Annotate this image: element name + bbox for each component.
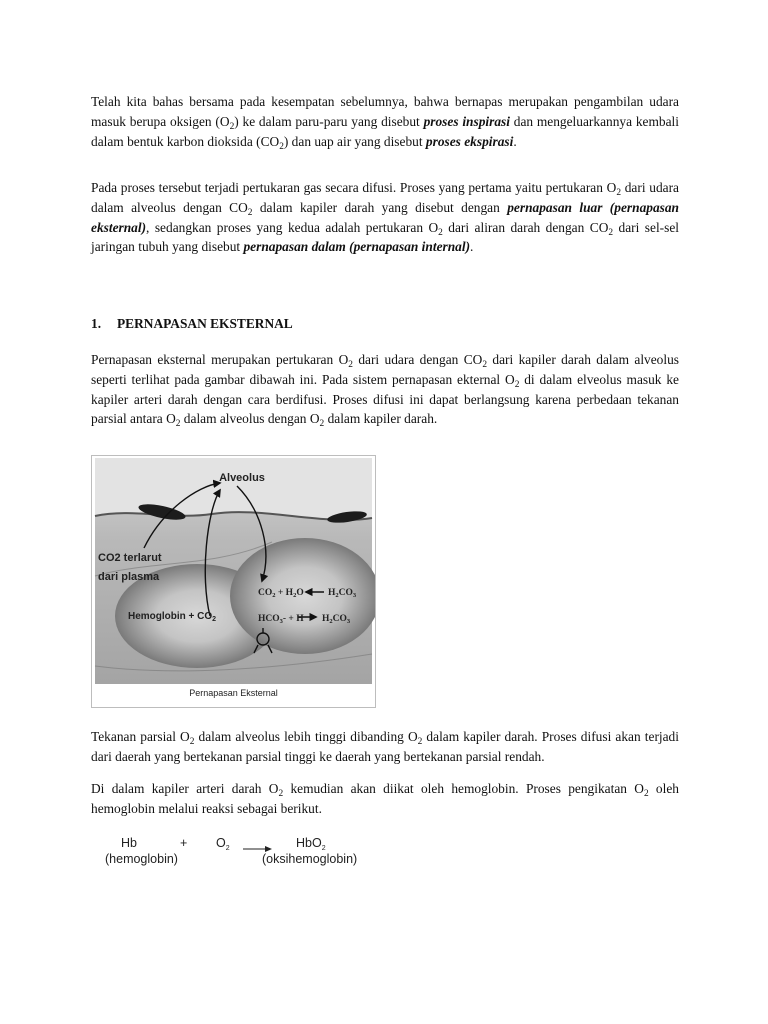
section-heading [91,316,293,332]
text: . [513,133,517,149]
subscript: 2 [417,737,423,747]
label-alveolus: Alveolus [219,472,265,484]
text: dalam kapiler darah. [324,411,438,427]
text: oleh hemoglobin melalui reaksi sebagai berikut. [91,781,679,816]
figure-external-respiration [91,455,376,708]
paragraph-gas-exchange [91,178,679,257]
equation-carbonic-acid [258,588,304,599]
subscript: 2 [189,737,195,747]
subscript: 2 [247,207,253,218]
text: dari kapiler darah dalam alveolus seperti terlihat pada gambar dibawah ini. Pada sistem pernapasan ekternal O [91,352,680,387]
paragraph-intro [91,92,679,151]
subscript: 2 [482,360,488,370]
label-from-plasma: dari plasma [98,571,160,583]
plus-sign: + [180,836,188,850]
label-co2-dissolved: CO2 terlarut [98,552,162,564]
text: ) dan uap air yang disebut [283,133,426,149]
label-oksihemoglobin: (oksihemoglobin) [262,852,358,866]
text: dalam alveolus lebih tinggi dibanding O [194,729,418,744]
text: dari sel-sel jaringan tubuh yang disebut [91,219,680,255]
term-proses-ekspirasi: proses ekspirasi [425,133,514,149]
eq-part: H [328,588,336,598]
subscript: 2 [643,789,649,799]
text: Telah kita bahas bersama pada kesempatan sebelumnya, bahwa bernapas merupakan pengambilan udara masuk berupa oksigen (O [91,94,679,129]
text: Pernapasan eksternal merupakan pertukaran O [91,352,349,367]
subscript: 3 [352,592,357,599]
term-pernapasan-dalam: pernapasan dalam (pernapasan internal) [243,239,471,255]
product-hbo2 [296,836,326,850]
subscript: 2 [293,592,297,599]
reactant-o2 [216,836,230,850]
eq-part: HCO [258,614,280,624]
paragraph-external-respiration [91,350,679,429]
text: dari udara dalam alveolus dengan CO [91,180,679,215]
eq-part: O [296,588,304,598]
subscript: 2 [229,121,235,132]
term-proses-inspirasi: proses inspirasi [423,113,510,129]
alveolus-diagram [92,456,375,686]
text: dari aliran darah dengan CO [442,219,609,235]
text: . [470,239,474,255]
term-pernapasan-luar: pernapasan luar (pernapasan eksternal) [91,199,680,235]
label-hemoglobin: (hemoglobin) [105,852,178,866]
eq-part: CO [332,614,347,624]
subscript: 2 [321,845,326,852]
text: kemudian akan diikat oleh hemoglobin. Proses pengikatan O [283,781,644,796]
reactant-hb: Hb [121,836,137,850]
text: dan mengeluarkannya kembali dalam bentuk karbon dioksida (CO [91,113,679,149]
label-hemoglobin-text: Hemoglobin + CO [128,611,213,622]
subscript: 2 [279,141,284,152]
text: Tekanan parsial O [91,729,190,744]
text: dalam alveolus dengan O [180,411,320,427]
label-hemoglobin-co2 [128,611,216,623]
alveolus-space [95,458,372,520]
text: Pada proses tersebut terjadi pertukaran gas secara difusi. Proses yang pertama yaitu pertukaran O [91,180,617,195]
subscript: 2 [319,419,325,430]
subscript: 2 [514,379,520,390]
subscript: 2 [608,227,614,238]
text: dari udara dengan CO [352,352,483,367]
subscript: 3 [279,618,283,625]
subscript: 2 [348,360,353,370]
subscript: 2 [616,188,622,198]
subscript: 2 [225,845,230,852]
section-number: 1. [91,316,102,331]
paragraph-partial-pressure [91,727,679,767]
subscript: 2 [175,419,181,430]
text: dalam kapiler darah. Proses difusi akan terjadi dari daerah yang bertekanan parsial tinggi ke daerah yang bertekanan parsial rendah. [91,729,679,764]
text: Di dalam kapiler arteri darah O [91,781,279,796]
equation-carbonic-acid-product [328,588,357,599]
subscript: 2 [278,789,284,799]
eq-part: - + H [282,614,304,624]
eq-part: CO [258,588,273,598]
subscript: 2 [438,227,443,238]
text: ) ke dalam paru-paru yang disebut [234,113,424,129]
section-title: PERNAPASAN EKSTERNAL [117,316,293,331]
subscript: 3 [346,618,351,625]
text: di dalam elveolus masuk ke kapiler arteri darah dengan cara berdifusi. Proses difusi ini dapat berlangsung karena perbedaan tekanan parsial antara O [91,371,679,427]
o2-text: O [216,836,226,850]
text: dalam kapiler darah yang disebut dengan [252,199,508,215]
figure-caption: Pernapasan Eksternal [189,688,278,698]
equation-bicarbonate-product [322,614,351,625]
subscript: 2 [335,592,339,599]
eq-part: CO [338,588,353,598]
paragraph-hemoglobin-binding [91,779,679,819]
eq-part: H [322,614,330,624]
text: , sedangkan proses yang kedua adalah pertukaran O [146,219,439,235]
subscript: 2 [329,618,333,625]
eq-part: + H [275,588,294,598]
subscript: 2 [212,616,217,623]
subscript: 2 [272,592,276,599]
reaction-equation [0,836,768,876]
hbo2-text: HbO [296,836,322,850]
